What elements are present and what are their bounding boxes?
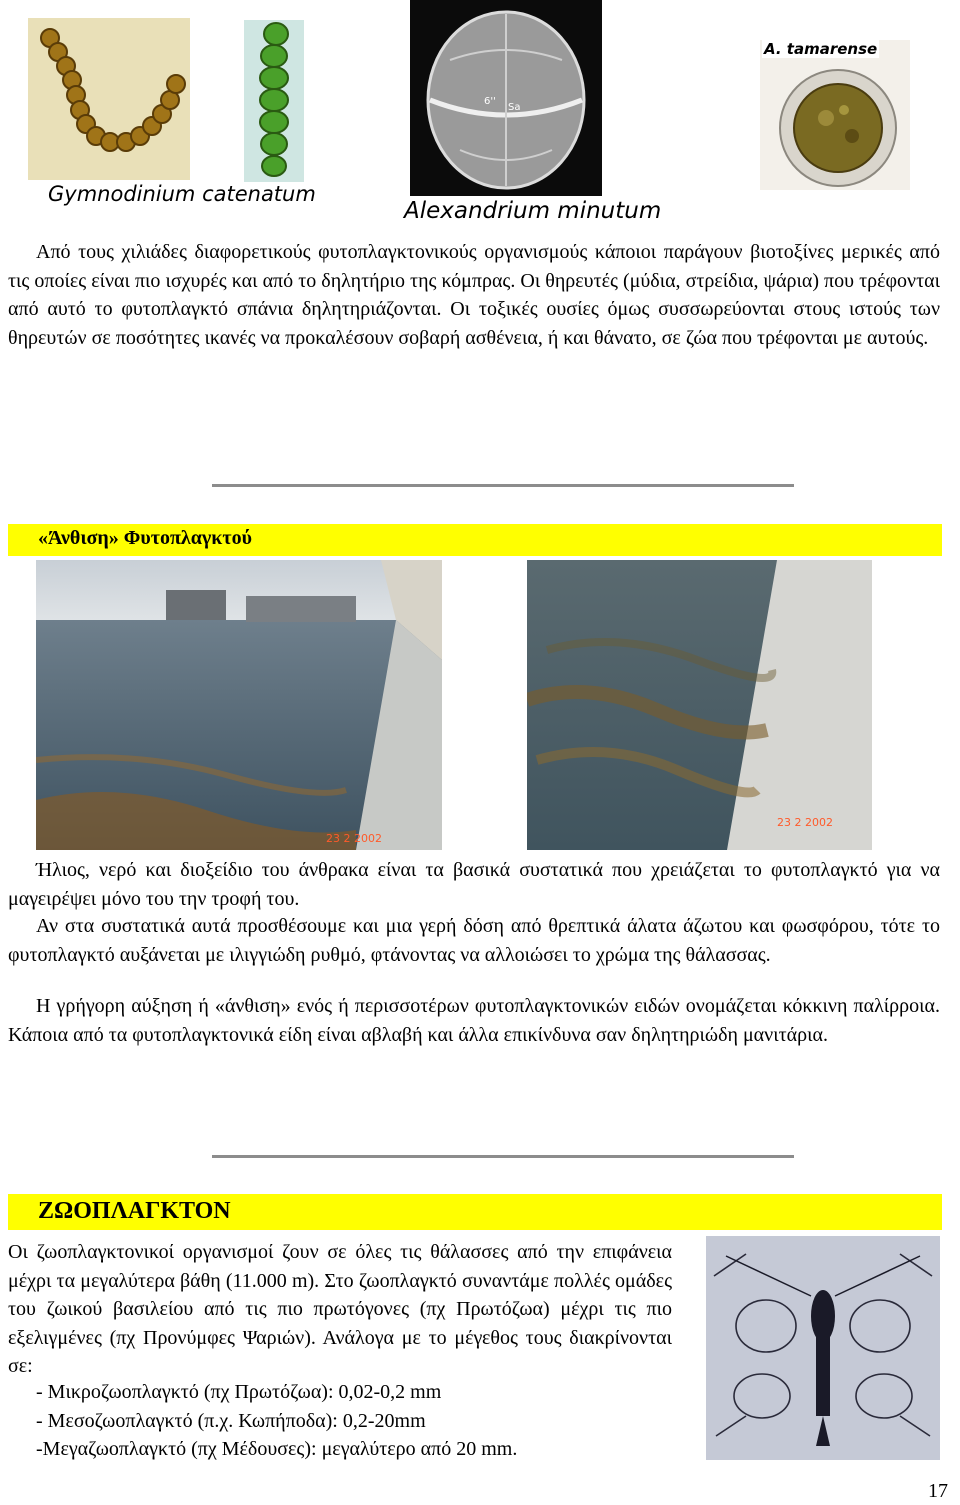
intro-paragraph — [8, 238, 940, 352]
list-item: -Μεγαζωοπλαγκτό (πχ Μέδουσες): μεγαλύτερο από 20 mm. — [36, 1438, 518, 1461]
harbor-photo-2 — [527, 560, 872, 850]
sem-cell-illustration — [410, 0, 602, 196]
page-number: 17 — [928, 1480, 948, 1502]
zoo-title-band — [8, 1194, 942, 1230]
gymnodinium-photo — [28, 18, 190, 180]
copepod-flow-illustration — [706, 1236, 940, 1460]
photo-date-2: 23 2 2002 — [777, 816, 833, 829]
bloom-text-1: Ήλιος, νερό και διοξείδιο του άνθρακα είναι τα βασικά συστατικά που χρειάζεται το φυτοπλαγκτό για να μαγειρέψει μόνο του την τροφή του. — [8, 859, 940, 910]
gymnodinium-green-photo — [244, 20, 304, 182]
gymnodinium-chain-illustration — [28, 18, 190, 180]
tamarense-cell-illustration — [760, 40, 910, 190]
zoo-paragraph — [8, 1238, 672, 1381]
caption-gymnodinium: Gymnodinium catenatum — [48, 182, 316, 206]
tamarense-photo — [760, 40, 910, 190]
green-chain-illustration — [244, 20, 304, 182]
zoo-size-list — [8, 1378, 517, 1464]
zoo-title: ΖΩΟΠΛΑΓΚΤΟΝ — [38, 1198, 231, 1224]
bloom-text-2: Αν στα συστατικά αυτά προσθέσουμε και μια γερή δόση από θρεπτικά άλατα άζωτου και φωσφόρου, τότε το φυτοπλαγκτό αυξάνεται με ιλιγγιώδη ρυθμό, φτάνοντας να αλλοιώσει το χρώμα της θάλασσας. — [8, 915, 940, 966]
alexandrium-sem-photo — [410, 0, 602, 196]
harbor-photo-1 — [36, 560, 442, 850]
list-item: - Μικροζωοπλαγκτό (πχ Πρωτόζωα): 0,02-0,2 mm — [36, 1381, 442, 1403]
divider-2 — [212, 1155, 794, 1158]
copepod-figure — [706, 1236, 940, 1460]
bloom-title: «Άνθιση» Φυτοπλαγκτού — [38, 527, 252, 549]
harbor-scene-2 — [527, 560, 872, 850]
sem-label-6: 6'' — [484, 96, 496, 107]
caption-alexandrium: Alexandrium minutum — [404, 198, 662, 224]
list-item: - Μεσοζωοπλαγκτό (π.χ. Κωπήποδα): 0,2-20mm — [36, 1409, 426, 1432]
bloom-paragraph-1 — [8, 856, 940, 913]
bloom-title-band — [8, 524, 942, 556]
bloom-text-3: Η γρήγορη αύξηση ή «άνθιση» ενός ή περισσοτέρων φυτοπλαγκτονικών ειδών ονομάζεται κόκκινη παλίρροια. Κάποια από τα φυτοπλαγκτονικά είδη είναι αβλαβή και άλλα επικίνδυνα σαν δηλητηριώδη μανιτάρια. — [8, 995, 940, 1046]
photo-date-1: 23 2 2002 — [326, 832, 382, 845]
tamarense-label: A. tamarense — [764, 40, 878, 58]
harbor-scene-1 — [36, 560, 442, 850]
sem-label-sa: Sa — [508, 102, 521, 113]
bloom-paragraph-2 — [8, 912, 940, 969]
zoo-text: Οι ζωοπλαγκτονικοί οργανισμοί ζουν σε όλες τις θάλασσες από την επιφάνεια μέχρι τα μεγαλύτερα βάθη (11.000 m). Στο ζωοπλαγκτό συναντάμε πολλές ομάδες του ζωικού βασιλείου από τις πιο πρωτόγονες (πχ Πρωτόζωα) μέχρι τις πιο εξελιγμένες (πχ Προνύμφες Ψαριών). Ανάλογα με το μέγεθος τους διακρίνονται σε: — [8, 1241, 672, 1378]
intro-text: Από τους χιλιάδες διαφορετικούς φυτοπλαγκτονικούς οργανισμούς κάποιοι παράγουν βιοτοξίνες μερικές από τις οποίες είναι πιο ισχυρές και από το δηλητήριο της κόμπρας. Οι θηρευτές (μύδια, στρείδια, ψάρια) που τρέφονται από αυτό το φυτοπλαγκτό σπάνια δηλητηριάζονται. Οι τοξικές ουσίες όμως συσσωρεύονται στους ιστούς των θηρευτών σε ποσότητες ικανές να προκαλέσουν σοβαρή ασθένεια, ή και θάνατο, σε ζώα που τρέφονται με αυτούς. — [8, 241, 940, 349]
divider-1 — [212, 484, 794, 487]
bloom-paragraph-3 — [8, 992, 940, 1049]
